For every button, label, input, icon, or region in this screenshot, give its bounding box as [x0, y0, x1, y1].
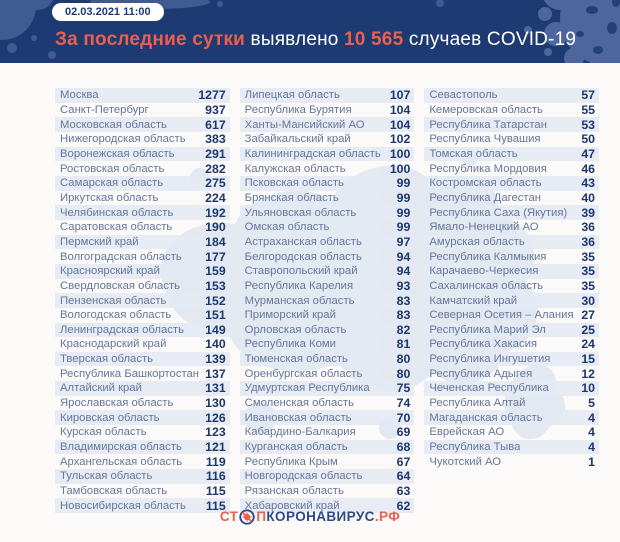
region-name: Республика Адыгея	[429, 367, 533, 380]
table-row	[55, 366, 230, 381]
region-name: Удмуртская Республика	[244, 382, 370, 395]
region-name: Ростовская область	[60, 162, 165, 175]
region-value: 153	[205, 278, 226, 293]
table-row	[424, 191, 599, 206]
table-row	[424, 249, 599, 264]
stopcoronavirus-logo	[0, 509, 620, 525]
table-row	[240, 88, 415, 103]
table-row	[55, 410, 230, 425]
region-name: Ульяновская область	[244, 206, 357, 219]
table-row	[240, 366, 415, 381]
region-name: Алтайский край	[60, 382, 142, 395]
table-row	[240, 235, 415, 250]
region-value: 4	[588, 440, 596, 455]
table-row	[424, 366, 599, 381]
table-row	[240, 352, 415, 367]
table-row	[240, 176, 415, 191]
region-value: 151	[205, 308, 226, 323]
table-row	[55, 308, 230, 323]
region-name: Тамбовская область	[60, 485, 168, 498]
region-value: 43	[581, 176, 596, 191]
table-row	[55, 88, 230, 103]
region-value: 190	[205, 220, 226, 235]
region-name: Архангельская область	[60, 455, 183, 468]
region-value: 4	[588, 410, 596, 425]
table-row	[424, 396, 599, 411]
date-badge: 02.03.2021 11:00	[52, 3, 164, 21]
title-highlight-period: За последние сутки	[55, 29, 246, 50]
region-value: 159	[205, 264, 226, 279]
region-value: 137	[205, 366, 226, 381]
region-name: Вологодская область	[60, 309, 172, 322]
region-value: 100	[389, 146, 411, 161]
region-name: Камчатский край	[429, 294, 518, 307]
region-name: Смоленская область	[244, 397, 354, 410]
region-value: 115	[205, 498, 226, 513]
region-value: 10	[581, 381, 596, 396]
region-value: 937	[205, 102, 226, 117]
table-row	[424, 425, 599, 440]
table-row	[240, 425, 415, 440]
region-value: 126	[205, 410, 226, 425]
table-row	[424, 381, 599, 396]
region-value: 27	[581, 308, 596, 323]
region-name: Карачаево-Черкесия	[429, 265, 539, 278]
region-value: 53	[581, 117, 596, 132]
title-text-detected: выявлено	[245, 29, 345, 50]
region-name: Санкт-Петербург	[60, 103, 149, 116]
region-name: Пермский край	[60, 235, 139, 248]
region-value: 35	[581, 249, 596, 264]
region-name: Республика Мордовия	[429, 162, 547, 175]
region-value: 102	[389, 132, 411, 147]
region-name: Северная Осетия – Алания	[429, 309, 574, 322]
table-row	[424, 308, 599, 323]
region-name: Оренбургская область	[244, 367, 363, 380]
region-value: 282	[205, 161, 226, 176]
region-name: Ленинградская область	[60, 323, 184, 336]
region-value: 115	[205, 484, 226, 499]
table-row	[240, 323, 415, 338]
region-name: Брянская область	[244, 191, 339, 204]
region-name: Пензенская область	[60, 294, 167, 307]
table-row	[55, 117, 230, 132]
region-name: Москва	[60, 89, 99, 102]
table-row	[240, 484, 415, 499]
region-value: 1	[588, 454, 596, 469]
region-name: Калужская область	[244, 162, 346, 175]
table-row	[424, 117, 599, 132]
table-row	[55, 176, 230, 191]
table-row	[240, 249, 415, 264]
table-row	[424, 454, 599, 469]
region-value: 152	[205, 293, 226, 308]
region-name: Забайкальский край	[244, 133, 351, 146]
region-value: 94	[396, 249, 411, 264]
region-name: Орловская область	[244, 323, 347, 336]
region-name: Кабардино-Балкария	[244, 426, 356, 439]
table-row	[424, 176, 599, 191]
region-name: Свердловская область	[60, 279, 181, 292]
region-value: 83	[396, 308, 411, 323]
region-name: Республика Саха (Якутия)	[429, 206, 568, 219]
region-name: Владимирская область	[60, 441, 182, 454]
table-row	[240, 220, 415, 235]
region-name: Республика Башкортостан	[60, 367, 200, 380]
region-name: Республика Марий Эл	[429, 323, 546, 336]
region-value: 130	[205, 396, 226, 411]
table-row	[240, 161, 415, 176]
region-name: Курская область	[60, 426, 147, 439]
region-value: 275	[205, 176, 226, 191]
region-value: 291	[205, 146, 226, 161]
region-name: Томская область	[429, 147, 518, 160]
table-column-3	[424, 88, 599, 513]
table-row	[55, 191, 230, 206]
region-name: Тверская область	[60, 353, 154, 366]
table-row	[240, 147, 415, 162]
region-name: Республика Алтай	[429, 397, 526, 410]
title-case-count: 10 565	[344, 29, 404, 50]
region-value: 81	[396, 337, 411, 352]
region-name: Республика Калмыкия	[429, 250, 547, 263]
table-row	[240, 440, 415, 455]
page-title	[55, 29, 576, 51]
region-name: Тюменская область	[244, 353, 348, 366]
region-value: 80	[396, 366, 411, 381]
region-value: 74	[396, 396, 411, 411]
region-value: 46	[581, 161, 596, 176]
header-band	[0, 0, 620, 63]
region-value: 68	[396, 440, 411, 455]
region-name: Липецкая область	[244, 89, 340, 102]
region-value: 70	[396, 410, 411, 425]
region-name: Московская область	[60, 118, 167, 131]
region-name: Чукотский АО	[429, 455, 502, 468]
table-row	[240, 117, 415, 132]
region-name: Республика Крым	[244, 455, 338, 468]
region-name: Республика Дагестан	[429, 191, 541, 204]
table-row	[424, 352, 599, 367]
table-row	[55, 249, 230, 264]
table-row	[55, 205, 230, 220]
region-value: 107	[389, 88, 411, 103]
region-name: Ямало-Ненецкий АО	[429, 221, 539, 234]
table-row	[240, 191, 415, 206]
region-value: 121	[205, 440, 226, 455]
region-value: 104	[389, 102, 411, 117]
table-row	[55, 293, 230, 308]
table-row	[240, 264, 415, 279]
table-row	[55, 264, 230, 279]
region-name: Иркутская область	[60, 191, 159, 204]
table-row	[424, 103, 599, 118]
region-name: Белгородская область	[244, 250, 362, 263]
region-value: 39	[581, 205, 596, 220]
region-value: 5	[588, 396, 596, 411]
region-name: Саратовская область	[60, 221, 173, 234]
region-value: 12	[581, 366, 596, 381]
region-name: Астраханская область	[244, 235, 362, 248]
table-row	[55, 132, 230, 147]
table-row	[55, 381, 230, 396]
region-value: 67	[396, 454, 411, 469]
table-row	[240, 410, 415, 425]
region-name: Республика Хакасия	[429, 338, 538, 351]
region-name: Рязанская область	[244, 485, 344, 498]
region-name: Сахалинская область	[429, 279, 544, 292]
content-area	[0, 63, 620, 542]
table-row	[424, 293, 599, 308]
region-name: Республика Ингушетия	[429, 353, 551, 366]
region-value: 383	[205, 132, 226, 147]
region-value: 617	[205, 117, 226, 132]
title-text-cases: случаев COVID-19	[403, 29, 577, 50]
region-value: 99	[396, 190, 411, 205]
region-value: 80	[396, 352, 411, 367]
region-name: Челябинская область	[60, 206, 174, 219]
region-value: 83	[396, 293, 411, 308]
region-name: Новгородская область	[244, 470, 363, 483]
region-value: 123	[205, 425, 226, 440]
region-value: 100	[389, 161, 411, 176]
region-value: 62	[396, 498, 411, 513]
table-row	[240, 132, 415, 147]
table-row	[55, 279, 230, 294]
regions-table	[55, 88, 599, 513]
table-row	[55, 220, 230, 235]
region-value: 99	[396, 220, 411, 235]
logo-text-koronavirus: КОРОНАВИРУС	[266, 509, 375, 524]
table-row	[240, 293, 415, 308]
table-row	[240, 205, 415, 220]
region-value: 24	[581, 337, 596, 352]
region-name: Республика Татарстан	[429, 118, 547, 131]
table-row	[424, 337, 599, 352]
region-value: 4	[588, 425, 596, 440]
table-row	[424, 205, 599, 220]
no-virus-icon	[239, 509, 255, 525]
table-row	[424, 323, 599, 338]
table-row	[240, 337, 415, 352]
region-name: Еврейская АО	[429, 426, 505, 439]
region-value: 149	[205, 322, 226, 337]
table-row	[55, 425, 230, 440]
region-name: Магаданская область	[429, 411, 543, 424]
region-name: Омская область	[244, 221, 330, 234]
region-value: 36	[581, 234, 596, 249]
region-value: 104	[389, 117, 411, 132]
table-row	[55, 352, 230, 367]
region-name: Мурманская область	[244, 294, 355, 307]
table-row	[424, 88, 599, 103]
table-row	[240, 308, 415, 323]
region-name: Кировская область	[60, 411, 160, 424]
table-row	[424, 147, 599, 162]
table-row	[240, 103, 415, 118]
region-value: 50	[581, 132, 596, 147]
region-name: Тульская область	[60, 470, 153, 483]
table-row	[424, 279, 599, 294]
region-name: Ставропольский край	[244, 265, 358, 278]
region-value: 15	[581, 352, 596, 367]
region-value: 97	[396, 234, 411, 249]
region-name: Самарская область	[60, 177, 164, 190]
region-name: Краснодарский край	[60, 338, 167, 351]
region-name: Республика Тыва	[429, 441, 521, 454]
region-value: 119	[205, 454, 226, 469]
logo-text-p: П	[256, 509, 267, 524]
region-value: 40	[581, 190, 596, 205]
region-name: Республика Чувашия	[429, 133, 541, 146]
region-name: Волгоградская область	[60, 250, 182, 263]
table-row	[55, 161, 230, 176]
region-name: Ивановская область	[244, 411, 352, 424]
table-row	[55, 323, 230, 338]
table-row	[240, 454, 415, 469]
region-value: 93	[396, 278, 411, 293]
table-column-1	[55, 88, 230, 513]
table-row	[55, 484, 230, 499]
region-value: 94	[396, 264, 411, 279]
region-name: Республика Бурятия	[244, 103, 352, 116]
table-row	[240, 396, 415, 411]
region-value: 57	[581, 88, 596, 103]
region-value: 177	[205, 249, 226, 264]
region-name: Псковская область	[244, 177, 344, 190]
region-value: 69	[396, 425, 411, 440]
table-row	[424, 235, 599, 250]
table-row	[240, 469, 415, 484]
region-name: Чеченская Республика	[429, 382, 549, 395]
region-name: Республика Карелия	[244, 279, 354, 292]
region-name: Ханты-Мансийский АО	[244, 118, 365, 131]
region-value: 47	[581, 146, 596, 161]
table-row	[55, 103, 230, 118]
region-value: 35	[581, 278, 596, 293]
table-row	[240, 381, 415, 396]
region-value: 99	[396, 205, 411, 220]
table-row	[240, 279, 415, 294]
region-name: Нижегородская область	[60, 133, 186, 146]
region-value: 140	[205, 337, 226, 352]
region-name: Кемеровская область	[429, 103, 543, 116]
region-name: Калининградская область	[244, 147, 381, 160]
region-name: Амурская область	[429, 235, 525, 248]
table-row	[55, 337, 230, 352]
table-row	[424, 220, 599, 235]
table-row	[424, 132, 599, 147]
region-value: 116	[205, 469, 226, 484]
table-column-2	[240, 88, 415, 513]
region-value: 35	[581, 264, 596, 279]
region-value: 30	[581, 293, 596, 308]
region-value: 25	[581, 322, 596, 337]
region-value: 99	[396, 176, 411, 191]
table-row	[55, 454, 230, 469]
region-value: 139	[205, 352, 226, 367]
region-value: 184	[205, 234, 226, 249]
region-name: Воронежская область	[60, 147, 175, 160]
table-row	[424, 410, 599, 425]
region-value: 64	[396, 469, 411, 484]
region-name: Республика Коми	[244, 338, 336, 351]
region-value: 55	[581, 102, 596, 117]
region-value: 192	[205, 205, 226, 220]
region-name: Хабаровский край	[244, 499, 340, 512]
region-name: Красноярский край	[60, 265, 160, 278]
region-name: Приморский край	[244, 309, 336, 322]
logo-text-st: СТ	[219, 509, 239, 524]
table-row	[424, 440, 599, 455]
region-value: 82	[396, 322, 411, 337]
table-row	[55, 440, 230, 455]
table-row	[55, 469, 230, 484]
region-name: Костромская область	[429, 177, 542, 190]
region-name: Севастополь	[429, 89, 498, 102]
table-row	[55, 235, 230, 250]
region-value: 224	[205, 190, 226, 205]
region-name: Новосибирская область	[60, 499, 186, 512]
region-value: 63	[396, 484, 411, 499]
table-row	[55, 147, 230, 162]
region-value: 131	[205, 381, 226, 396]
table-row	[424, 161, 599, 176]
region-name: Ярославская область	[60, 397, 174, 410]
region-value: 36	[581, 220, 596, 235]
region-value: 75	[396, 381, 411, 396]
table-row	[424, 264, 599, 279]
table-row	[55, 396, 230, 411]
region-name: Курганская область	[244, 441, 348, 454]
logo-text-rf: .РФ	[374, 509, 401, 524]
region-value: 1277	[198, 88, 226, 103]
